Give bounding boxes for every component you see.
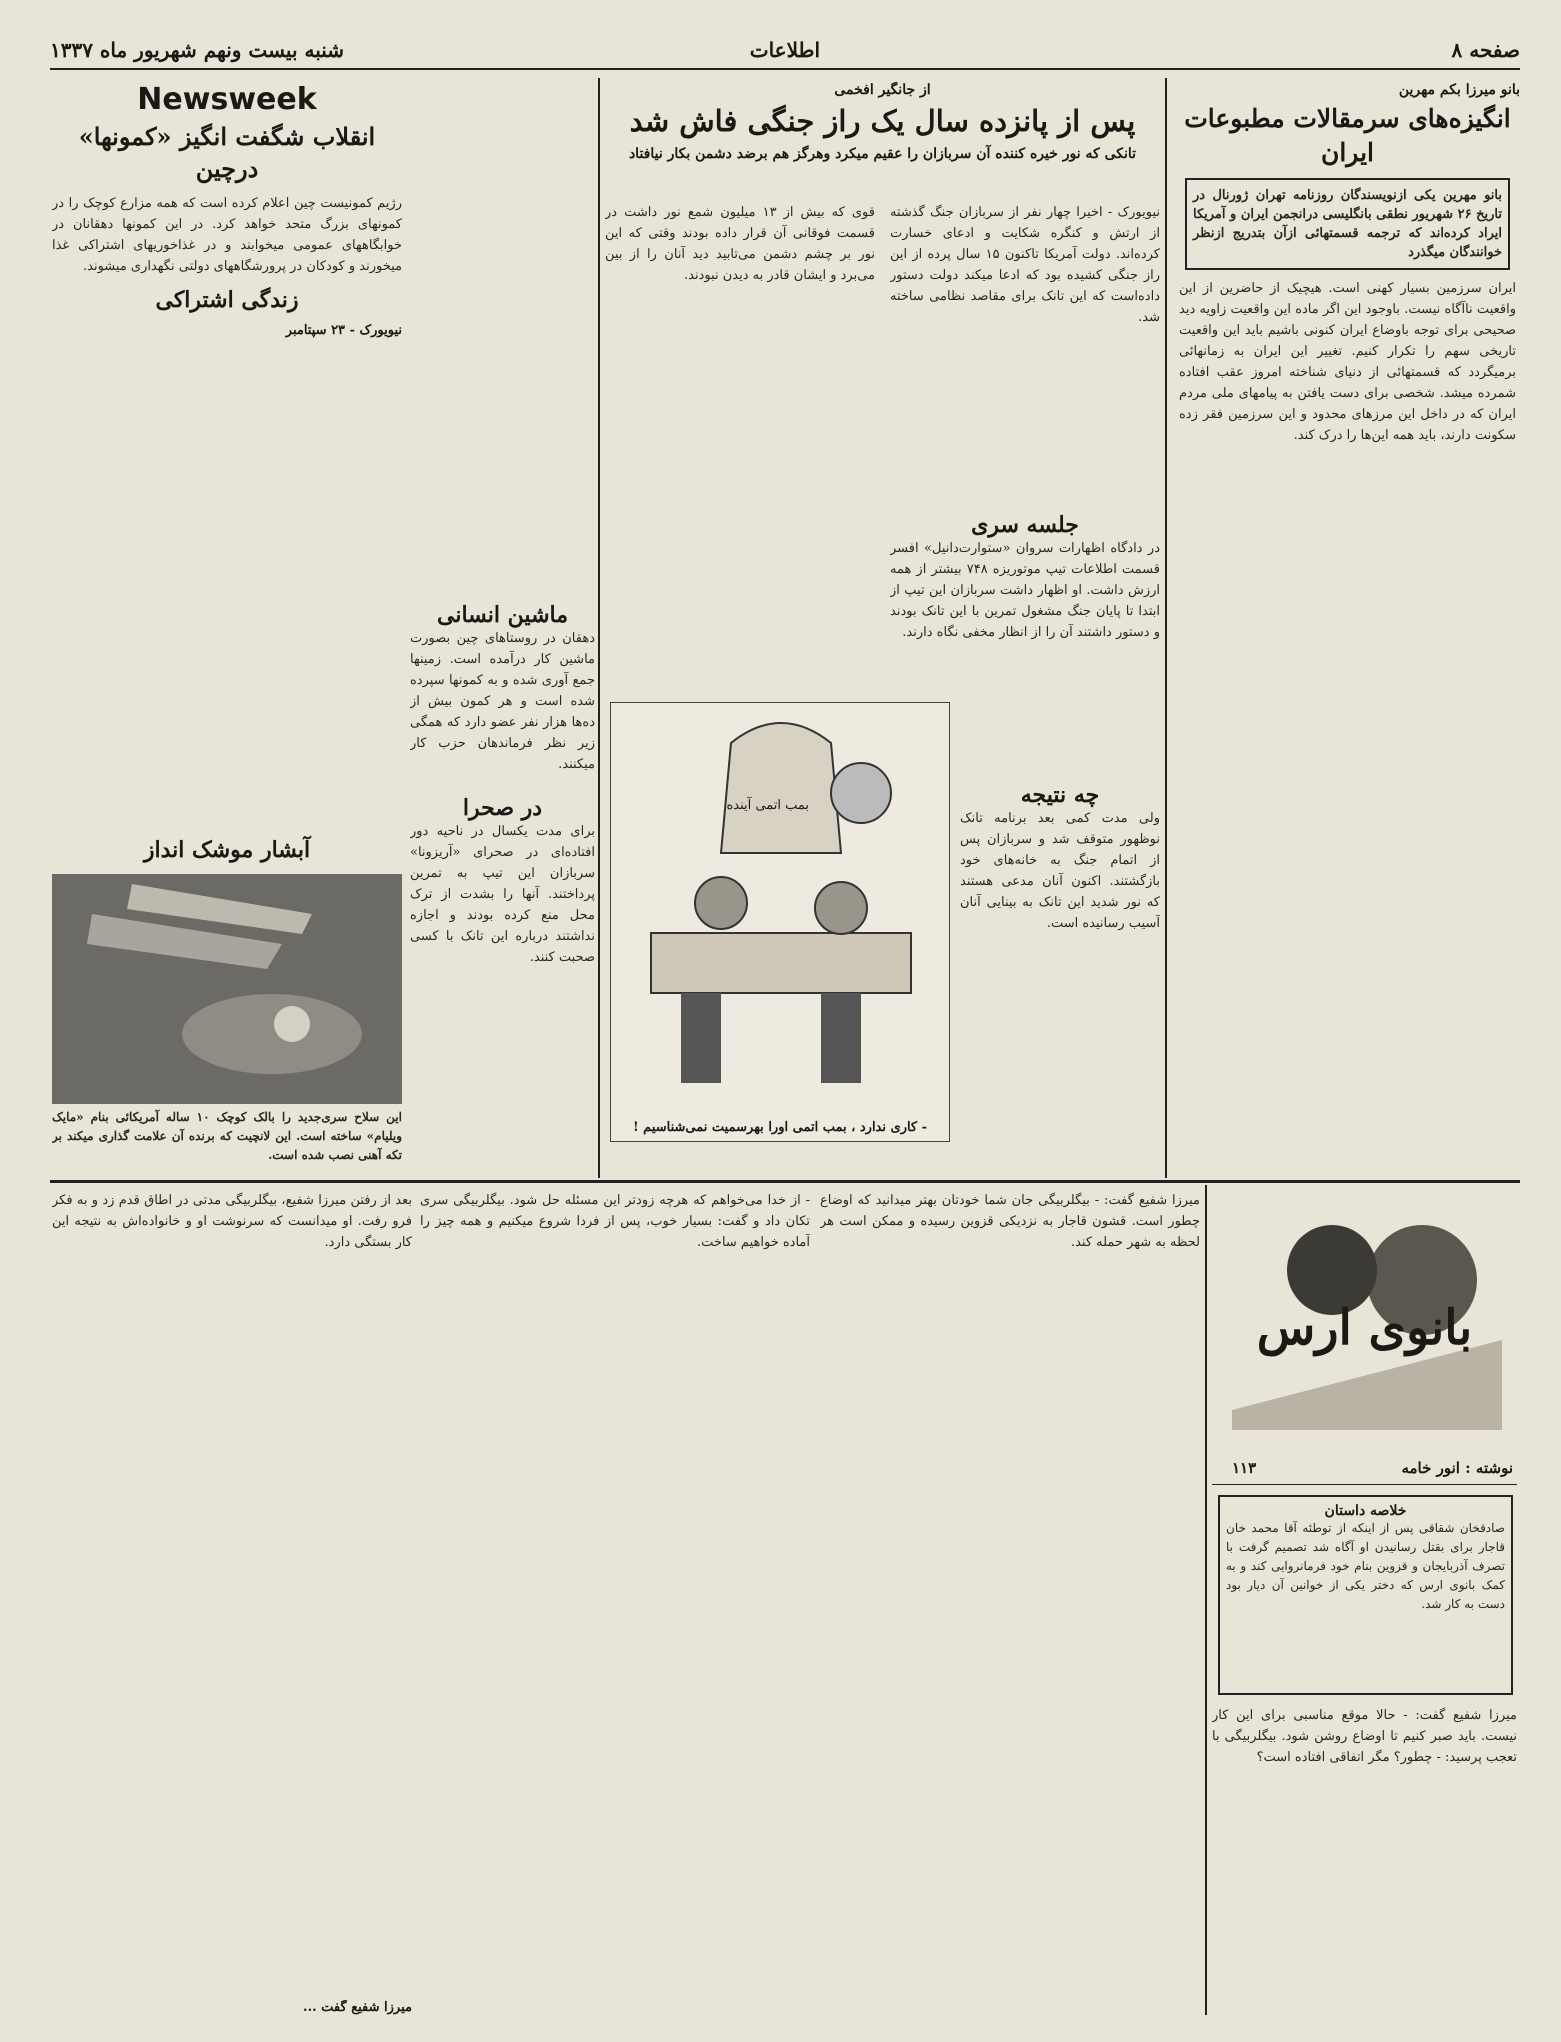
serial-meta xyxy=(1212,1455,1517,1485)
article-body-a: نیویورک - اخیرا چهار نفر از سربازان جنگ گذشته از ارتش و کنگره شکایت و ادعای خسارت کرده‌اند. دولت آمریکا تاکنون ۱۵ سال پرده از این راز جنگی کشیده بود که ادعا میکند دولت دستور داده‌است که این تانک برای مقاصد نظامی ساخته شد. xyxy=(890,205,1160,325)
photo-rocket-launcher xyxy=(52,874,402,1104)
serial-text-col-3: - از خدا می‌خواهم که هرچه زودتر این مسئله حل شود. بیگلربیگی سری تکان داد و گفت: بسیار خوب، پس از فردا شروع میکنیم و همه چیز را آماده خواهیم ساخت. xyxy=(420,1193,810,1250)
column-left xyxy=(52,82,402,1172)
article-body: رژیم کمونیست چین اعلام کرده است که همه مزارع کوچک را در کمونهای بزرگ متحد خواهد کرد. در این کمونها دهقانان در خوابگاههای عمومی میخوابند و در غذاخوریهای اشتراکی غذا میخورند و کودکان در پرورشگاههای دولتی نگهداری میشوند. xyxy=(52,196,402,274)
article-subtitle: تانکی که نور خیره کننده آن سربازان را عقیم میکرد وهرگز هم برضد دشمن بکار نیافتاد xyxy=(628,146,1137,162)
photo-caption: این سلاح سری‌جدید را بالک کوچک ۱۰ ساله آمریکائی بنام «مایک ویلیام» ساخته است. این لانچیت که برنده آن علامت گذاری میکند بر تکه آهنی نصب شده است. xyxy=(52,1110,402,1162)
article-body-b: قوی که بیش از ۱۳ میلیون شمع نور داشت در قسمت فوقانی آن قرار داده بودند وقتی که این نور بر چشم دشمن می‌تابید دید آنان را از بین می‌برد و ایشان قادر به دیدن نبودند. xyxy=(605,205,875,283)
section-heading: در صحرا xyxy=(462,795,543,821)
serial-title: بانوی ارس xyxy=(1256,1300,1473,1356)
serial-text-col-2: میرزا شفیع گفت: - بیگلربیگی جان شما خودتان بهتر میدانید که اوضاع چطور است. قشون قاجار به نزدیکی قزوین رسیده و ممکن است هر لحظه به شهر حمله کند. xyxy=(820,1193,1200,1250)
paper-name: اطلاعات xyxy=(749,38,820,62)
cartoon-label: بمب اتمی آینده xyxy=(726,798,809,813)
photo-placeholder xyxy=(52,874,402,1104)
serial-title-art xyxy=(1212,1190,1517,1450)
summary-heading: خلاصه داستان xyxy=(1324,1503,1407,1519)
newsweek-label: Newsweek xyxy=(137,82,317,117)
column-rule xyxy=(1165,78,1167,1178)
column-rule xyxy=(1205,1185,1207,2015)
serial-text-col-1: میرزا شفیع گفت: - حالا موقع مناسبی برای این کار نیست. باید صبر کنیم تا اوضاع روشن شود. بیگلربیگی با تعجب پرسید: - چطور؟ مگر اتفاقی افتاده است؟ xyxy=(1212,1708,1517,1765)
column-rule xyxy=(598,78,600,1178)
section-body: در دادگاه اظهارات سروان «ستوارت‌دانیل» افسر قسمت اطلاعات تیپ موتوریزه ۷۴۸ بیشتر از همه ارزش داشت. او اظهار داشت سربازان این تیپ از ابتدا تا پایان جنگ مشغول تمرین با این تانک بودند و دستور داشتند آن را از انظار مخفی نگاه دارند. xyxy=(890,541,1160,640)
masthead xyxy=(50,30,1520,70)
section-heading: ماشین انسانی xyxy=(437,602,568,628)
byline: از جانگیر افخمی xyxy=(834,82,931,98)
section-body: برای مدت یکسال در ناحیه دور افتاده‌ای در صحرای «آریزونا» سربازان این تیپ به تمرین پرداختند. آنها را بشدت از ترک محل منع کرده بودند و اجازه نداشتند درباره این تانک با کسی صحبت کنند. xyxy=(410,824,595,965)
article-title: انقلاب شگفت انگیز «کمونها» درچین xyxy=(78,122,376,183)
article-title: پس از پانزده سال یک راز جنگی فاش شد xyxy=(629,104,1136,138)
article-text-right xyxy=(890,202,1160,502)
section-rule xyxy=(50,1180,1520,1183)
page-number: صفحه ۸ xyxy=(1451,38,1520,62)
issue-date: شنبه بیست ونهم شهریور ماه ۱۳۳۷ xyxy=(50,38,345,62)
byline: بانو میرزا بکم مهرین xyxy=(1398,82,1520,98)
dateline: نیویورک - ۲۳ سپتامبر xyxy=(285,323,402,338)
article-intro: بانو مهرین یکی ازنویسندگان روزنامه تهران ژورنال در تاریخ ۲۶ شهریور نطقی بانگلیسی درانجمن ایران و آمریکا ایراد کرده‌اند که ترجمه قسمتهائی ازآن بتدریج ازنظر خوانندگان میگذرد xyxy=(1185,178,1510,270)
section-heading: جلسه سری xyxy=(971,512,1079,538)
article-body: ایران سرزمین بسیار کهنی است. هیچیک از حاضرین از این واقعیت ناآگاه نیست. باوجود این اگر ماده این واقعیت زاویه دید صحیحی برای توجه باوضاع ایران کنونی باشیم باید این واقعیت تاریخی سهم را تکرار کنیم. تغییر این ایران به زمانهائی برمیگردد که قسمتهائی از دنیای شناخته امروز عقب افتاده شمرده میشد. شخصی برای دست یافتن به پیامهای ملی مردم ایران که در داخل این مرزهای محدود و این سرزمین فقر زده سکونت دارند، باید همه این‌ها را درک کند. xyxy=(1179,281,1516,443)
result-section xyxy=(960,782,1160,1162)
column-center-right xyxy=(605,82,1160,1172)
photo-title: آبشار موشک انداز xyxy=(143,837,311,863)
article-text-left xyxy=(605,202,875,502)
author: نوشته : انور خامه xyxy=(1401,1459,1513,1477)
section-heading: زندگی اشتراکی xyxy=(155,287,299,313)
cartoon xyxy=(610,702,950,1142)
cartoon-caption: - کاری ندارد ، بمب اتمی اورا بهرسمیت نمی‌شناسیم ! xyxy=(632,1120,928,1135)
section-heading: چه نتیجه xyxy=(1020,782,1100,808)
column-center-left xyxy=(410,82,595,1172)
summary-box xyxy=(1218,1495,1513,1695)
serial-text-col-4: بعد از رفتن میرزا شفیع، بیگلربیگی مدتی در اطاق قدم زد و به فکر فرو رفت. او میدانست که سرنوشت او و خانواده‌اش به نتیجه این کار بستگی دارد. xyxy=(52,1193,412,1250)
cartoon-drawing xyxy=(611,703,949,1103)
column-right xyxy=(1175,82,1520,1172)
section-body: ولی مدت کمی بعد برنامه تانک نوظهور متوقف شد و سربازان پس از اتمام جنگ به خانه‌های خود بازگشتند. اکنون آنان مدعی هستند که نور شدید این تانک به بینایی آنان آسیب رسانیده است. xyxy=(960,811,1160,931)
section-body: دهقان در روستاهای چین بصورت ماشین کار درآمده است. زمینها جمع آوری شده و به کمونها سپرده شده است و هر کمون بیش از ده‌ها هزار نفر عضو دارد که همگی زیر نظر فرماندهان حزب کار میکنند. xyxy=(410,631,595,772)
summary-text: صادقخان شقاقی پس از اینکه از توطئه آقا محمد خان قاجار برای بقتل رسانیدن او آگاه شد تصمیم گرفت با تصرف آذربایجان و قزوین بنام خود فرمانروایی کند و به کمک بانوی ارس که دختر یکی از خوانین آن دیار بود دست به کار شد. xyxy=(1226,1521,1505,1611)
issue-number: ۱۱۳ xyxy=(1232,1459,1257,1477)
continued-line: میرزا شفیع گفت ... xyxy=(303,2000,412,2015)
article-title: انگیزه‌های سرمقالات مطبوعات ایران xyxy=(1184,104,1511,167)
